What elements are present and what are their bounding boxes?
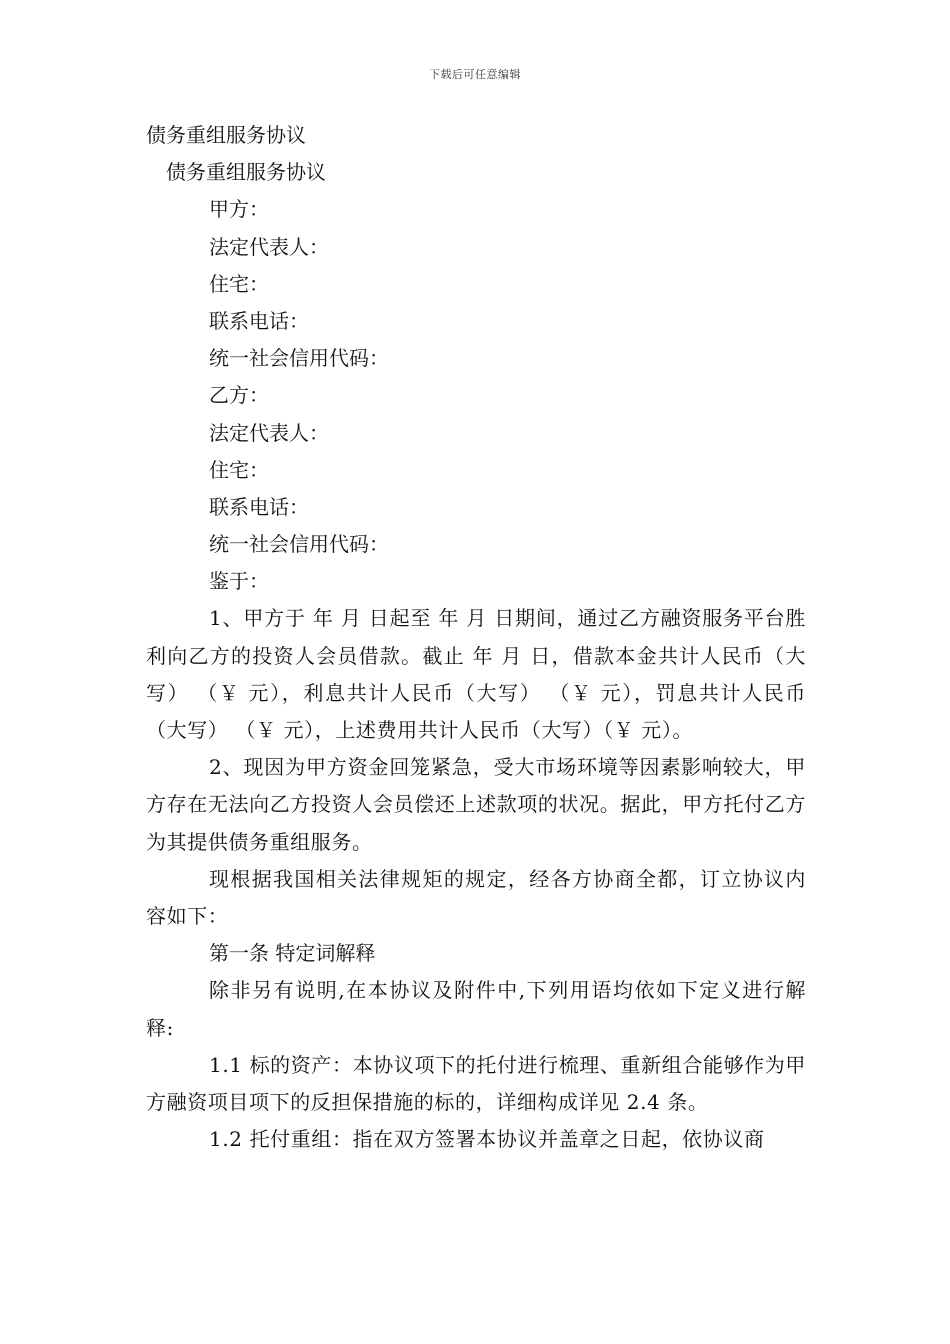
document-title: 债务重组服务协议 — [146, 123, 306, 147]
party-a-label: 甲方： — [209, 197, 269, 222]
clause-1-paragraph: 1、甲方于 年 月 日起至 年 月 日期间，通过乙方融资服务平台胜利向乙方的投资人会员借款。截止 年 月 日，借款本金共计人民币（大写） （￥ 元），利息共计人民币（大写） （￥ 元），罚息共计人民币（大写） （￥ 元），上述费用共计人民币（大写）（￥ 元）。 — [146, 606, 806, 743]
header-note: 下载后可任意编辑 — [429, 68, 521, 81]
article-1-intro: 除非另有说明,在本协议及附件中,下列用语均依如下定义进行解释: — [146, 978, 806, 1040]
party-a-phone: 联系电话： — [209, 308, 309, 333]
party-a-credit-code: 统一社会信用代码： — [209, 346, 389, 371]
clause-2-paragraph: 2、现因为甲方资金回笼紧急，受大市场环境等因素影响较大，甲方存在无法向乙方投资人会员偿还上述款项的状况。据此，甲方托付乙方为其提供债务重组服务。 — [146, 755, 806, 854]
party-b-address: 住宅： — [209, 457, 269, 482]
whereas-heading: 鉴于： — [209, 569, 269, 594]
basis-paragraph: 现根据我国相关法律规矩的规定，经各方协商全都，订立协议内容如下： — [146, 866, 806, 929]
party-b-label: 乙方： — [209, 383, 269, 408]
definition-1-1: 1.1 标的资产：本协议项下的托付进行梳理、重新组合能够作为甲方融资项目项下的反担保措施的标的，详细构成详见 2.4 条。 — [146, 1052, 806, 1115]
definition-1-2: 1.2 托付重组：指在双方签署本协议并盖章之日起，依协议商 — [209, 1127, 765, 1152]
party-a-rep: 法定代表人： — [209, 234, 329, 259]
party-b-phone: 联系电话： — [209, 494, 309, 519]
party-b-credit-code: 统一社会信用代码： — [209, 532, 389, 557]
document-subtitle: 债务重组服务协议 — [166, 160, 326, 185]
party-b-rep: 法定代表人： — [209, 420, 329, 445]
document-body — [146, 117, 806, 1158]
party-a-address: 住宅： — [209, 271, 269, 296]
article-1-title: 第一条 特定词解释 — [209, 941, 376, 966]
